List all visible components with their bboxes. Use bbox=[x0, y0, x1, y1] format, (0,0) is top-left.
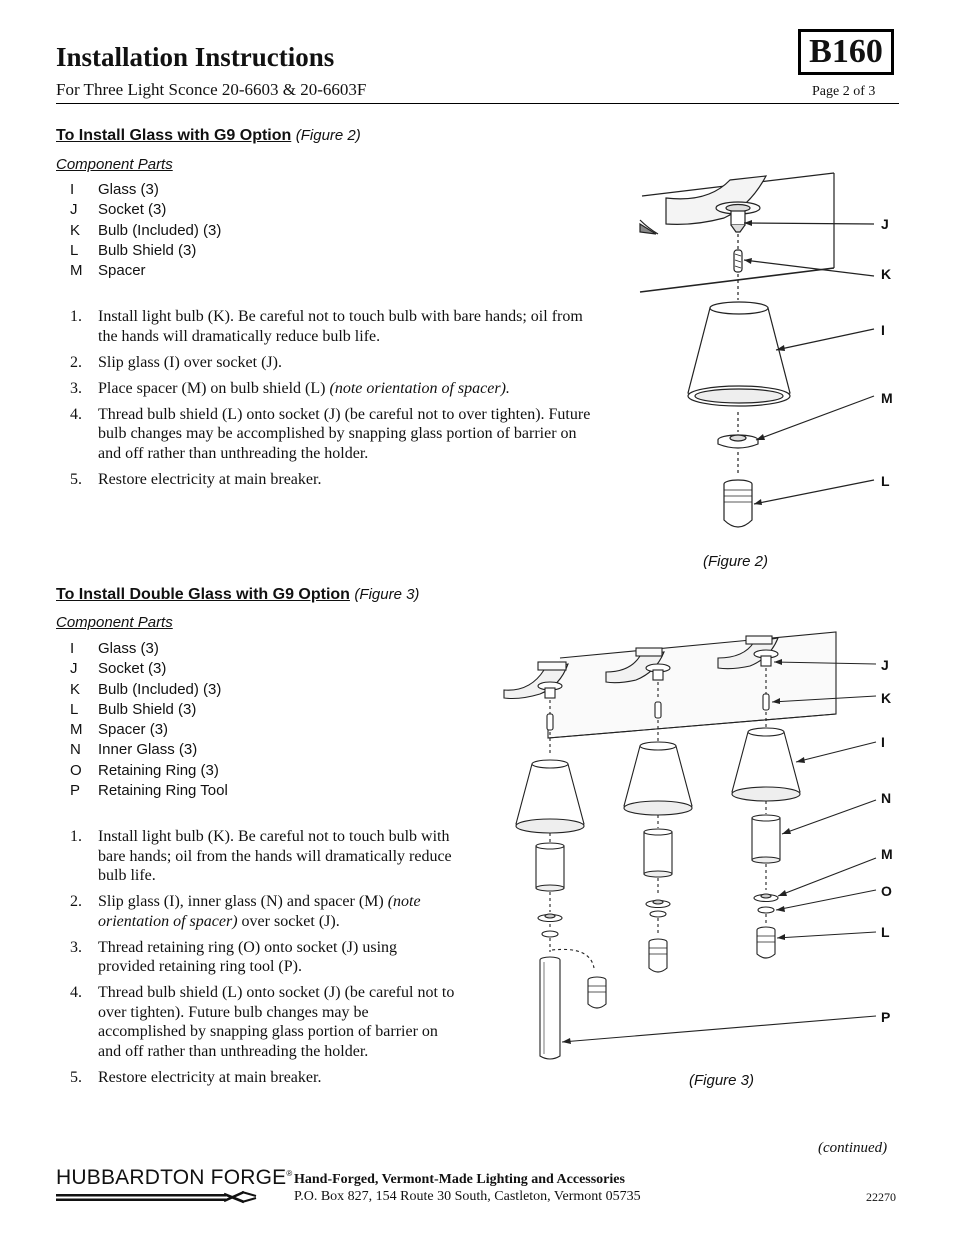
section1-component-heading: Component Parts bbox=[56, 156, 173, 173]
fig3-callout-i: I bbox=[881, 734, 885, 750]
fig3-callout-m: M bbox=[881, 846, 893, 862]
part-row bbox=[56, 740, 228, 760]
part-letter: N bbox=[70, 741, 81, 759]
step-number: 4. bbox=[70, 405, 82, 423]
header-rule bbox=[56, 103, 899, 104]
step-text bbox=[98, 938, 456, 977]
step-text-main: Slip glass (I), inner glass (N) and spacer (M) bbox=[98, 893, 388, 910]
section1-heading bbox=[56, 127, 361, 145]
step-text-main: Install light bulb (K). Be careful not to touch bulb with bare hands; oil from the hands will dramatically reduce bulb life. bbox=[98, 308, 583, 345]
part-letter: K bbox=[70, 680, 81, 698]
step-text bbox=[98, 353, 601, 373]
part-letter: J bbox=[70, 660, 78, 678]
section2-figure-ref: (Figure 3) bbox=[354, 586, 420, 603]
step-item bbox=[56, 983, 456, 1061]
part-letter: M bbox=[70, 262, 83, 280]
logo-tongs-icon bbox=[56, 1190, 258, 1204]
step-item bbox=[56, 405, 601, 464]
figure3-caption: (Figure 3) bbox=[689, 1072, 755, 1089]
step-number: 2. bbox=[70, 893, 82, 910]
part-row bbox=[56, 180, 221, 200]
step-text-main: Restore electricity at main breaker. bbox=[98, 470, 322, 488]
footer-tagline: Hand-Forged, Vermont-Made Lighting and Accessories bbox=[294, 1172, 625, 1187]
logo-registered-mark: ® bbox=[286, 1169, 293, 1178]
step-item bbox=[56, 353, 601, 373]
part-name: Glass (3) bbox=[98, 181, 159, 198]
doc-code-box: B160 bbox=[798, 29, 894, 75]
step-note: (note orientation of spacer) bbox=[98, 893, 421, 930]
part-letter: L bbox=[70, 241, 79, 259]
step-number: 1. bbox=[70, 828, 82, 845]
fig3-callout-o: O bbox=[881, 883, 892, 899]
section2-heading bbox=[56, 586, 419, 604]
logo-text: HUBBARDTON FORGE bbox=[56, 1166, 287, 1189]
fig2-callout-i: I bbox=[881, 322, 885, 338]
part-letter: I bbox=[70, 640, 75, 657]
step-number: 3. bbox=[70, 379, 82, 397]
step-item bbox=[56, 938, 456, 977]
fig2-callout-m: M bbox=[881, 390, 893, 406]
part-letter: M bbox=[70, 721, 83, 739]
part-name: Bulb Shield (3) bbox=[98, 241, 197, 259]
step-text bbox=[98, 983, 456, 1061]
part-name: Spacer bbox=[98, 262, 146, 280]
step-number: 2. bbox=[70, 353, 82, 371]
fig3-callout-k: K bbox=[881, 690, 892, 706]
step-item bbox=[56, 379, 601, 399]
part-name: Bulb (Included) (3) bbox=[98, 221, 222, 239]
hubbardton-forge-logo bbox=[56, 1166, 292, 1209]
step-text-main: Thread bulb shield (L) onto socket (J) (be careful not to over tighten). Future bulb changes may be accomplished by snapping glass portion of barrier on and off rather than unthreading the holder. bbox=[98, 405, 591, 462]
part-letter: J bbox=[70, 201, 78, 219]
step-text bbox=[98, 1068, 456, 1088]
section1-steps bbox=[56, 307, 601, 496]
part-row bbox=[56, 221, 221, 241]
section2-component-heading: Component Parts bbox=[56, 614, 173, 631]
part-name: Retaining Ring (3) bbox=[98, 761, 219, 779]
figure2-illustration bbox=[638, 168, 900, 538]
step-text bbox=[98, 470, 601, 490]
step-item bbox=[56, 827, 456, 886]
step-text bbox=[98, 405, 601, 464]
step-number: 5. bbox=[70, 1068, 82, 1086]
part-name: Inner Glass (3) bbox=[98, 741, 198, 759]
fig3-callout-l: L bbox=[881, 924, 890, 940]
continued-note: (continued) bbox=[818, 1140, 888, 1156]
part-name: Retaining Ring Tool bbox=[98, 782, 228, 800]
part-name: Spacer (3) bbox=[98, 721, 169, 739]
step-number: 5. bbox=[70, 470, 82, 488]
step-item bbox=[56, 892, 456, 931]
section1-parts-list bbox=[56, 180, 221, 281]
page-subtitle: For Three Light Sconce 20-6603 & 20-6603F bbox=[56, 80, 367, 99]
step-text-main: Restore electricity at main breaker. bbox=[98, 1068, 322, 1086]
part-row bbox=[56, 261, 221, 281]
step-text bbox=[98, 307, 601, 346]
figure3-illustration bbox=[500, 628, 900, 1068]
step-text bbox=[98, 379, 601, 399]
step-text-main: Slip glass (I) over socket (J). bbox=[98, 353, 282, 371]
fig3-callout-p: P bbox=[881, 1009, 891, 1025]
footer-address: P.O. Box 827, 154 Route 30 South, Castleton, Vermont 05735 bbox=[294, 1189, 641, 1204]
step-text-main: Thread retaining ring (O) onto socket (J) using provided retaining ring tool (P). bbox=[98, 938, 398, 975]
logo-wordmark bbox=[56, 1166, 292, 1190]
fig2-callout-j: J bbox=[881, 216, 889, 232]
part-row bbox=[56, 781, 228, 801]
page-title: Installation Instructions bbox=[56, 42, 335, 72]
part-row bbox=[56, 720, 228, 740]
step-number: 1. bbox=[70, 308, 82, 325]
part-row bbox=[56, 659, 228, 679]
step-number: 4. bbox=[70, 984, 82, 1001]
step-text-after: over socket (J). bbox=[237, 912, 340, 930]
step-item bbox=[56, 1068, 456, 1088]
part-row bbox=[56, 241, 221, 261]
figure2-caption: (Figure 2) bbox=[703, 553, 769, 570]
part-name: Glass (3) bbox=[98, 640, 159, 657]
footer-code: 22270 bbox=[866, 1190, 896, 1204]
step-text-main: Thread bulb shield (L) onto socket (J) (be careful not to over tighten). Future bulb changes may be accomplished by snapping glass portion of barrier on and off rather than unthreading the holder. bbox=[98, 984, 455, 1060]
part-name: Bulb Shield (3) bbox=[98, 700, 197, 718]
step-text bbox=[98, 892, 456, 931]
section2-parts-list bbox=[56, 639, 228, 801]
part-letter: I bbox=[70, 181, 75, 198]
section1-title: To Install Glass with G9 Option bbox=[56, 127, 292, 144]
part-row bbox=[56, 700, 228, 720]
part-row bbox=[56, 200, 221, 220]
part-letter: P bbox=[70, 782, 81, 800]
page-number: Page 2 of 3 bbox=[812, 84, 876, 99]
step-item bbox=[56, 307, 601, 346]
section2-title: To Install Double Glass with G9 Option bbox=[56, 586, 350, 603]
part-row bbox=[56, 639, 228, 659]
fig2-callout-l: L bbox=[881, 473, 890, 489]
part-name: Socket (3) bbox=[98, 660, 167, 678]
fig3-callout-j: J bbox=[881, 657, 889, 673]
part-name: Socket (3) bbox=[98, 201, 167, 219]
part-letter: K bbox=[70, 221, 81, 239]
part-letter: O bbox=[70, 761, 82, 779]
fig2-callout-k: K bbox=[881, 266, 892, 282]
part-row bbox=[56, 761, 228, 781]
step-item bbox=[56, 470, 601, 490]
fig3-callout-n: N bbox=[881, 790, 892, 806]
step-note: (note orientation of spacer). bbox=[329, 379, 510, 397]
step-text bbox=[98, 827, 456, 886]
part-row bbox=[56, 680, 228, 700]
step-text-main: Install light bulb (K). Be careful not to touch bulb with bare hands; oil from the hands will dramatically reduce bulb life. bbox=[98, 828, 452, 884]
part-name: Bulb (Included) (3) bbox=[98, 680, 222, 698]
step-number: 3. bbox=[70, 938, 82, 956]
section1-figure-ref: (Figure 2) bbox=[295, 127, 361, 144]
section2-steps bbox=[56, 827, 456, 1094]
step-text-main: Place spacer (M) on bulb shield (L) bbox=[98, 379, 330, 397]
part-letter: L bbox=[70, 700, 79, 718]
